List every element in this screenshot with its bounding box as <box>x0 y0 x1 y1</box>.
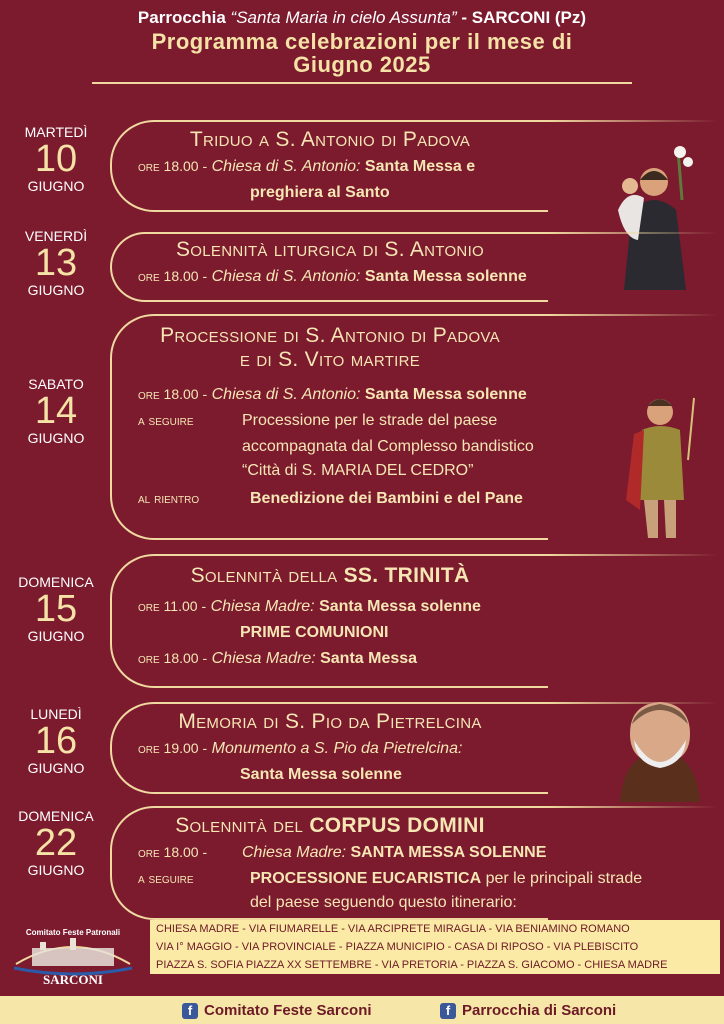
event-line: preghiera al Santo <box>250 184 390 201</box>
event-title: Triduo a S. Antonio di Padova <box>189 128 471 151</box>
event-line: al rientro Benedizione dei Bambini e del Pane <box>138 490 523 507</box>
event-date: DOMENICA 15 GIUGNO <box>18 574 94 644</box>
event-title: Solennità del CORPUS DOMINI <box>175 814 485 837</box>
event-line: ore 18.00 - Chiesa di S. Antonio: Santa Messa solenne <box>138 386 527 403</box>
parish-line: Parrocchia “Santa Maria in cielo Assunta” - SARCONI (Pz) <box>137 8 587 27</box>
event-line: ore 18.00 - Chiesa Madre: Santa Messa <box>138 650 418 667</box>
itinerary-box <box>150 920 720 974</box>
facebook-icon: f <box>182 1003 198 1019</box>
page-title: Programma celebrazioni per il mese di Giugno 2025 <box>151 29 573 77</box>
saint-vito-icon <box>614 390 714 540</box>
event-title: Memoria di S. Pio da Pietrelcina <box>178 710 482 733</box>
header-divider <box>92 82 632 84</box>
event-10-giugno <box>0 120 724 216</box>
event-line: ore 18.00 - Chiesa di S. Antonio: Santa Messa e <box>138 158 476 175</box>
header <box>0 8 724 76</box>
facebook-link-parrocchia[interactable]: f Parrocchia di Sarconi <box>440 1002 616 1019</box>
event-line: ore 18.00 - Chiesa Madre: SANTA MESSA SOLENNE <box>138 844 547 861</box>
event-line: del paese seguendo questo itinerario: <box>250 894 517 911</box>
event-title: Solennità della SS. TRINITÀ <box>190 564 470 587</box>
footer <box>0 996 724 1024</box>
event-line: a seguire PROCESSIONE EUCARISTICA per le principali strade <box>138 870 643 887</box>
facebook-link-comitato[interactable]: f Comitato Feste Sarconi <box>182 1002 372 1019</box>
event-line: Santa Messa solenne <box>240 766 402 783</box>
event-line: ore 19.00 - Monumento a S. Pio da Pietrelcina: <box>138 740 463 757</box>
itinerary-line: CHIESA MADRE - VIA FIUMARELLE - VIA ARCIPRETE MIRAGLIA - VIA BENIAMINO ROMANO <box>156 923 630 935</box>
event-line: accompagnata dal Complesso bandistico <box>242 438 534 455</box>
itinerary-line: VIA I° MAGGIO - VIA PROVINCIALE - PIAZZA MUNICIPIO - CASA DI RIPOSO - VIA PLEBISCITO <box>156 941 639 953</box>
event-16-giugno <box>0 702 724 796</box>
itinerary-line: PIAZZA S. SOFIA PIAZZA XX SETTEMBRE - VIA PRETORIA - PIAZZA S. GIACOMO - CHIESA MADRE <box>156 959 668 971</box>
event-title: Processione di S. Antonio di Padova e di S. Vito martire <box>160 324 500 371</box>
event-14-giugno <box>0 314 724 544</box>
event-date: LUNEDÌ 16 GIUGNO <box>27 706 85 776</box>
event-13-giugno <box>0 228 724 300</box>
event-line: ore 11.00 - Chiesa Madre: Santa Messa solenne <box>138 598 481 615</box>
logo-text-bottom: SARCONI <box>43 972 103 987</box>
event-15-giugno <box>0 554 724 690</box>
event-date: SABATO 14 GIUGNO <box>27 376 85 446</box>
saint-pio-icon <box>614 694 706 802</box>
event-date: VENERDÌ 13 GIUGNO <box>24 228 88 298</box>
event-line: a seguire Processione per le strade del paese <box>138 412 498 429</box>
event-title: Solennità liturgica di S. Antonio <box>175 238 485 261</box>
facebook-icon: f <box>440 1003 456 1019</box>
event-date: MARTEDÌ 10 GIUGNO <box>24 124 88 194</box>
event-line: ore 18.00 - Chiesa di S. Antonio: Santa Messa solenne <box>138 268 527 285</box>
event-line: PRIME COMUNIONI <box>240 624 389 641</box>
event-line: “Città di S. MARIA DEL CEDRO” <box>242 462 474 479</box>
event-date: DOMENICA 22 GIUGNO <box>18 808 94 878</box>
event-22-giugno <box>0 806 724 918</box>
logo-text-top: Comitato Feste Patronali <box>25 928 121 937</box>
